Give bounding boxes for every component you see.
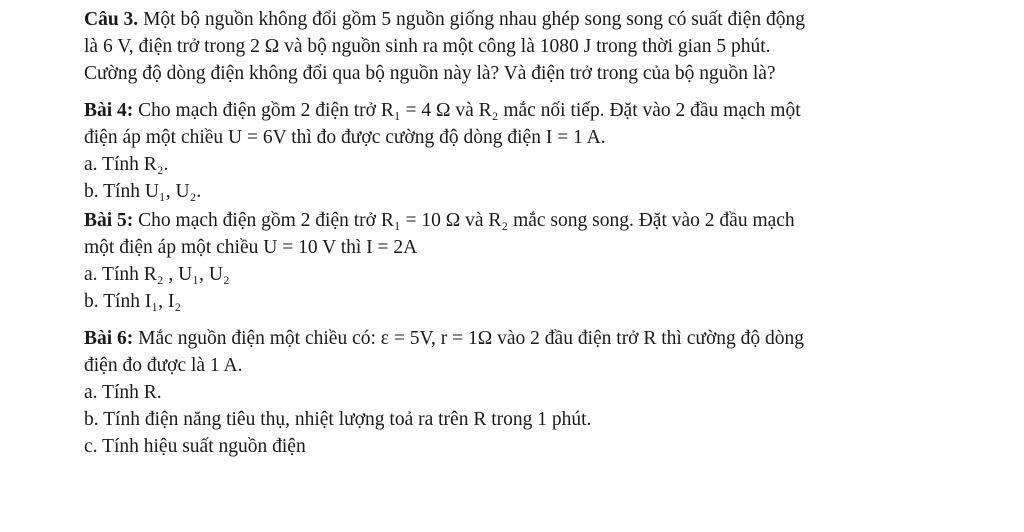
exercise-4-line-1 bbox=[84, 97, 1004, 124]
question-3-line-1 bbox=[84, 6, 1004, 33]
exercise-5-text-1: Cho mạch điện gồm 2 điện trở R₁ = 10 Ω và R₂ mắc song song. Đặt vào 2 đầu mạch bbox=[133, 210, 795, 231]
exercise-5-item-a: a. Tính R₂ , U₁, U₂ bbox=[84, 264, 230, 285]
exercise-5 bbox=[84, 207, 1004, 315]
exercise-6-item-a: a. Tính R. bbox=[84, 382, 162, 403]
exercise-6 bbox=[84, 325, 1004, 460]
exercise-5-title: Bài 5: bbox=[84, 210, 134, 231]
exercise-6-item-b: b. Tính điện năng tiêu thụ, nhiệt lượng toả ra trên R trong 1 phút. bbox=[84, 409, 592, 430]
question-3 bbox=[84, 6, 1004, 87]
exercise-6-item-c: c. Tính hiệu suất nguồn điện bbox=[84, 436, 306, 457]
exercise-6-text-1: Mắc nguồn điện một chiều có: ε = 5V, r = 1Ω vào 2 đầu điện trở R thì cường độ dòng bbox=[133, 328, 804, 349]
exercise-4 bbox=[84, 97, 1004, 205]
exercise-4-text-1: Cho mạch điện gồm 2 điện trở R₁ = 4 Ω và R₂ mắc nối tiếp. Đặt vào 2 đầu mạch một bbox=[133, 100, 801, 121]
exercise-6-line-2: điện đo được là 1 A. bbox=[84, 355, 243, 376]
exercise-6-title: Bài 6: bbox=[84, 328, 134, 349]
exercise-5-line-1 bbox=[84, 207, 1004, 234]
exercise-6-line-1 bbox=[84, 325, 1004, 352]
exercise-5-item-b: b. Tính I₁, I₂ bbox=[84, 291, 182, 312]
worksheet bbox=[84, 6, 1004, 460]
question-3-line-2: là 6 V, điện trở trong 2 Ω và bộ nguồn sinh ra một công là 1080 J trong thời gian 5 phút. bbox=[84, 36, 771, 57]
question-3-title: Câu 3. bbox=[84, 9, 139, 30]
question-3-text-1: Một bộ nguồn không đổi gồm 5 nguồn giống nhau ghép song song có suất điện động bbox=[138, 9, 805, 30]
exercise-4-item-b: b. Tính U₁, U₂. bbox=[84, 181, 202, 202]
exercise-5-line-2: một điện áp một chiều U = 10 V thì I = 2A bbox=[84, 237, 418, 258]
exercise-4-title: Bài 4: bbox=[84, 100, 134, 121]
exercise-4-line-2: điện áp một chiều U = 6V thì đo được cường độ dòng điện I = 1 A. bbox=[84, 127, 606, 148]
exercise-4-item-a: a. Tính R₂. bbox=[84, 154, 169, 175]
question-3-line-3: Cường độ dòng điện không đổi qua bộ nguồn này là? Và điện trở trong của bộ nguồn là? bbox=[84, 63, 776, 84]
